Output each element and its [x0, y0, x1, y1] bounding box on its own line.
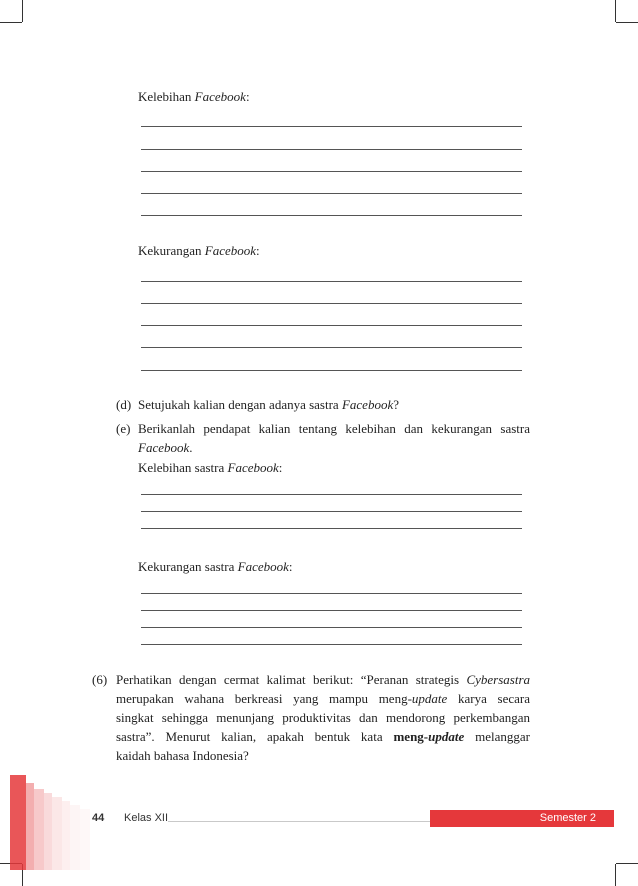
heading-kekurangan-sastra-facebook [138, 557, 293, 576]
answer-line [141, 171, 522, 172]
item-6-text: singkat sehingga menunjang produktivitas dan mendorong perkembangan [116, 710, 530, 725]
semester-banner [430, 810, 614, 827]
crop-mark-top-left-h [0, 22, 22, 23]
heading-kekurangan-facebook [138, 241, 260, 260]
item-6-line-2 [116, 689, 530, 709]
page-number: 44 [92, 812, 105, 824]
answer-line [141, 193, 522, 194]
heading-term: Facebook [237, 559, 289, 574]
answer-line [141, 494, 522, 495]
heading-text: Kekurangan [138, 243, 205, 258]
item-6-line-1 [116, 670, 530, 690]
answer-line [141, 627, 522, 628]
heading-suffix: : [245, 89, 250, 104]
heading-term: Facebook [204, 243, 257, 258]
answer-line [141, 149, 522, 150]
item-6-text: karya secara [447, 691, 530, 706]
crop-mark-top-right-h [616, 22, 638, 23]
answer-line [141, 644, 522, 645]
item-6-text: Perhatikan dengan cermat kalimat berikut: “Peranan strategis [116, 672, 467, 687]
item-6-term-cybersastra: Cybersastra [466, 672, 530, 687]
answer-line [141, 511, 522, 512]
item-d-marker: (d) [116, 397, 132, 412]
item-d-end: ? [393, 397, 400, 412]
item-e-marker: (e) [116, 421, 131, 436]
heading-text: Kelebihan sastra [138, 460, 228, 475]
answer-line [141, 610, 522, 611]
class-label: Kelas XII [124, 812, 169, 824]
item-d-question [138, 395, 399, 414]
item-6-text: melanggar [464, 729, 530, 744]
item-6-text: merupakan wahana berkreasi yang mampu meng- [116, 691, 412, 706]
item-e-text: Berikanlah pendapat kalian tentang kelebihan dan kekurangan sastra [138, 421, 530, 436]
heading-suffix: : [256, 243, 260, 258]
item-d-term: Facebook [341, 397, 394, 412]
heading-suffix: : [288, 559, 293, 574]
answer-line [141, 370, 522, 371]
heading-term: Facebook [227, 460, 279, 475]
crop-mark-top-left-v [22, 0, 23, 22]
item-6-term-meng: meng- [393, 729, 429, 744]
answer-line [141, 215, 522, 216]
item-6-marker: (6) [92, 672, 108, 687]
item-6-line-4 [116, 727, 530, 747]
heading-text: Kelebihan [138, 89, 195, 104]
crop-mark-bottom-right-v [615, 864, 616, 886]
answer-line [141, 303, 522, 304]
item-6-term-update-bold: update [428, 729, 465, 744]
semester-label: Semester 2 [539, 812, 596, 824]
item-e-end: . [189, 440, 193, 455]
crop-mark-bottom-right-h [616, 863, 638, 864]
answer-line [141, 325, 522, 326]
heading-kelebihan-sastra-facebook [138, 458, 282, 477]
answer-line [141, 347, 522, 348]
crop-mark-top-right-v [615, 0, 616, 22]
answer-line [141, 528, 522, 529]
item-e-line-2 [138, 438, 193, 457]
item-6-text: sastra”. Menurut kalian, apakah bentuk kata [116, 729, 394, 744]
item-e-term: Facebook [138, 440, 190, 455]
answer-line [141, 126, 522, 127]
item-6-line-3 [116, 708, 530, 728]
heading-kelebihan-facebook [138, 87, 250, 106]
heading-suffix: : [278, 460, 283, 475]
heading-text: Kekurangan sastra [138, 559, 238, 574]
item-e-line-1 [138, 419, 530, 439]
footer-divider [168, 821, 430, 822]
item-6-line-5 [116, 746, 249, 765]
item-d-text: Setujukah kalian dengan adanya sastra [138, 397, 342, 412]
answer-line [141, 281, 522, 282]
heading-term: Facebook [194, 89, 246, 104]
answer-line [141, 593, 522, 594]
item-6-term-update: update [411, 691, 448, 706]
item-6-text: kaidah bahasa Indonesia? [116, 748, 249, 763]
